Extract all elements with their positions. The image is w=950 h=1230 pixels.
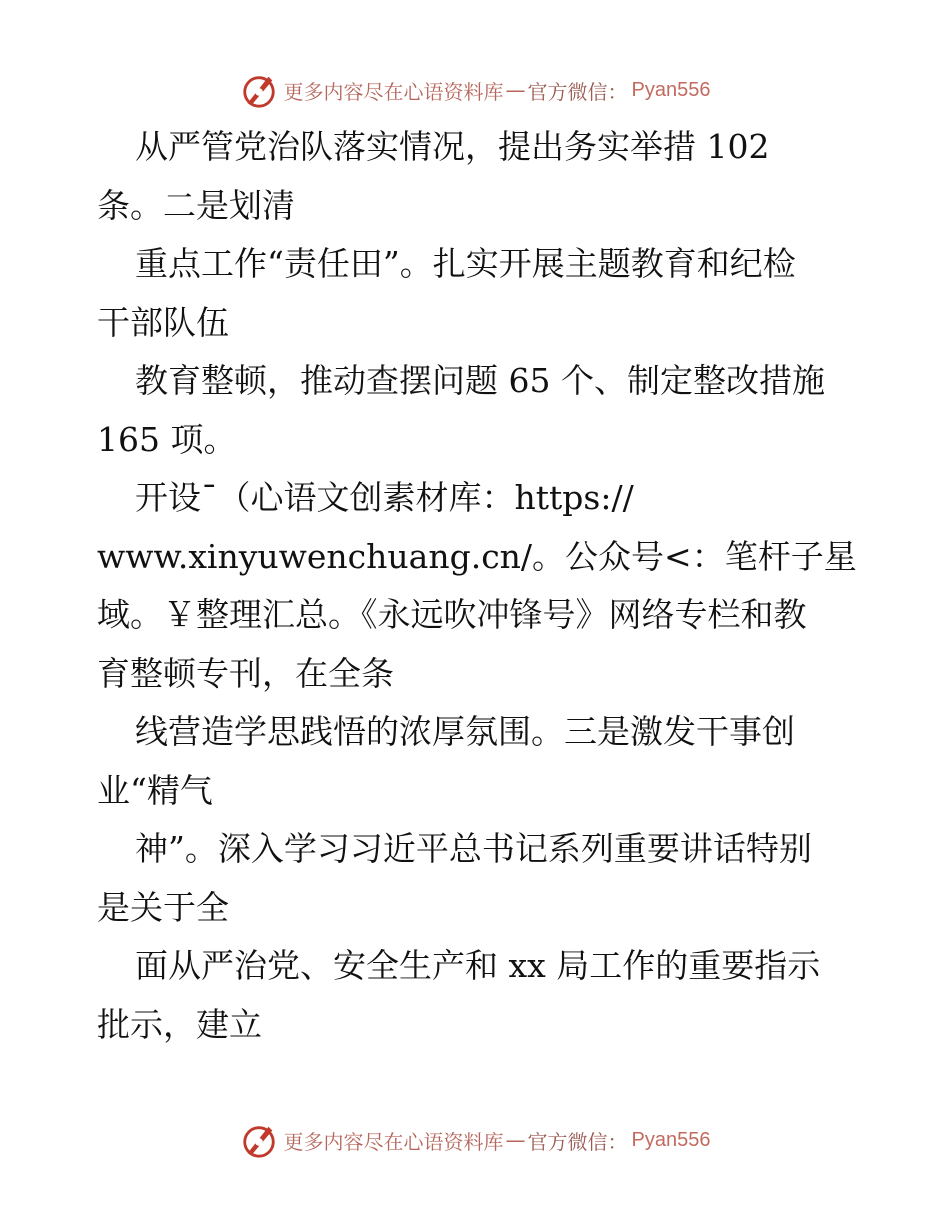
body-line: www.xinyuwenchuang.cn/。公众号<：笔杆子星 — [97, 536, 857, 576]
body-line: 干部队伍 — [97, 302, 229, 342]
body-line: 神”。深入学习习近平总书记系列重要讲话特别 — [135, 829, 812, 868]
body-line: 是关于全 — [97, 887, 229, 927]
quill-pen-logo-icon — [240, 71, 278, 109]
footer-text: 更多内容尽在心语资料库 — [283, 1129, 504, 1154]
body-line: 批示，建立 — [97, 1004, 262, 1044]
body-line: 育整顿专刊，在全条 — [97, 653, 394, 693]
body-line: 线营造学思践悟的浓厚氛围。三是激发干事创 — [135, 712, 795, 751]
header-banner — [0, 70, 950, 110]
footer-separator: — — [505, 1128, 526, 1152]
header-account: Pyan556 — [631, 78, 711, 101]
body-line: 165 项。 — [97, 419, 237, 459]
header-text: 更多内容尽在心语资料库 — [283, 79, 504, 104]
body-line: 业“精气 — [97, 770, 213, 810]
body-line: 面从严治党、安全生产和 xx 局工作的重要指示 — [135, 946, 821, 985]
document-body — [97, 118, 857, 1054]
footer-banner — [0, 1120, 950, 1160]
footer-label: 官方微信： — [527, 1129, 628, 1154]
body-line: 开设¯（心语文创素材库：https:// — [135, 478, 634, 517]
quill-pen-logo-icon — [240, 1121, 278, 1159]
footer-account: Pyan556 — [631, 1128, 711, 1151]
body-line: 从严管党治队落实情况，提出务实举措 102 — [135, 127, 770, 166]
body-line: 重点工作“责任田”。扎实开展主题教育和纪检 — [135, 244, 796, 283]
header-label: 官方微信： — [527, 79, 628, 104]
body-line: 域。￥整理汇总。《永远吹冲锋号》网络专栏和教 — [97, 595, 807, 634]
body-line: 教育整顿，推动查摆问题 65 个、制定整改措施 — [135, 361, 825, 400]
body-line: 条。二是划清 — [97, 185, 295, 225]
header-separator: — — [505, 78, 526, 102]
